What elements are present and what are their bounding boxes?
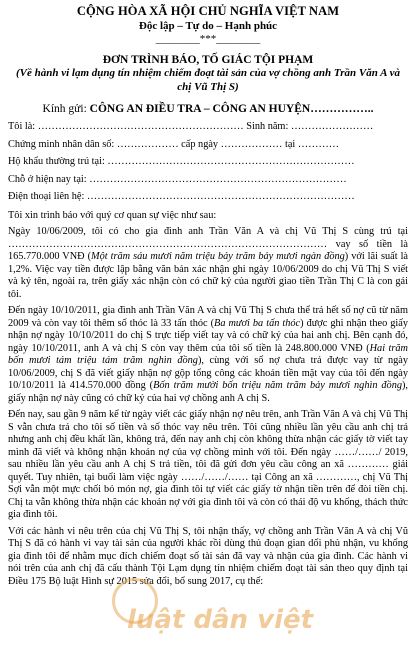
document-title: ĐƠN TRÌNH BÁO, TỐ GIÁC TỘI PHẠM bbox=[102, 54, 314, 66]
document-body bbox=[0, 121, 416, 588]
field-phone: Điện thoại liên hệ: …………………………………………………………………… bbox=[8, 191, 355, 202]
intro-text: Tôi xin trình báo với quý cơ quan sự việc như sau: bbox=[8, 209, 217, 221]
field-id: Chứng minh nhân dân số: ……………… cấp ngày ……………… tại ………… bbox=[8, 138, 340, 150]
paragraph-1: Ngày 10/06/2009, tôi có cho gia đình anh Trần Văn A và chị Vũ Thị S cùng trú tại ………………………………………………………………………………… vay số tiền là 165.770.000 VNĐ (Một trăm sáu mươi năm triệu bảy trăm bảy mươi ngàn đồng) với lãi suất là 1,2%. Việc vay tiền được lập bằng văn bản xác nhận ghi ngày 10/06/2009 do chị Vũ Thị S viết và ký tên, ngoài ra, trên giấy xác nhận còn có chữ ký của người giao tiền Trần Thị C là con gái tôi. bbox=[8, 226, 408, 300]
national-title: CỘNG HÒA XÃ HỘI CHỦ NGHĨA VIỆT NAM bbox=[76, 4, 340, 18]
recipient-label: Kính gửi: bbox=[42, 103, 90, 115]
header-separator: ________***________ bbox=[155, 33, 261, 45]
field-residence: Hộ khẩu thường trú tại: ……………………………………………………………… bbox=[8, 156, 355, 167]
document-subtitle: (Về hành vi lạm dụng tín nhiệm chiếm đoạt tài sản của vợ chồng anh Trần Văn A và chị Vũ Thị S) bbox=[15, 67, 401, 93]
recipient-line bbox=[0, 102, 416, 116]
watermark: luật dân việt bbox=[126, 605, 314, 635]
national-motto: Độc lập – Tự do – Hạnh phúc bbox=[138, 20, 278, 32]
paragraph-3: Đến nay, sau gần 9 năm kể từ ngày viết các giấy nhận nợ nêu trên, anh Trần Văn A và chị Vũ Thị S vẫn chưa trả cho tôi số tiền và số thóc vay nêu trên. Tôi cũng nhiều lần yêu cầu anh chị trả nhưng anh chị đều khất lần, không trả, đến nay anh chị còn không thừa nhận các giấy tờ viết tay mình đã viết và không nhận khoản nợ của vợ chồng mình với tôi. Đến ngày ……/……/ 2019, sau nhiều lần yêu cầu anh A chị S trả tiền, tôi đã gửi đơn yêu cầu công an xã ………… giải quyết. Tuy nhiên, tại buổi làm việc ngày ……/……/…… tại Công an xã …………, chị Vũ Thị Sợi vẫn một mực chối bỏ món nợ, gia đình tôi tự viết các giấy tờ nhận tiền trên để đòi tiền chị. Chị ta vẫn không thừa nhận các khoản nợ với gia đình tôi và còn có thái độ vu khống, thách thức gia đình tôi. bbox=[8, 409, 408, 520]
field-current-address: Chỗ ở hiện nay tại: ………………………………………………………………… bbox=[8, 173, 347, 185]
paragraph-2: Đến ngày 10/10/2011, gia đình anh Trần Văn A và chị Vũ Thị S chưa thể trả hết số nợ cũ từ năm 2009 và còn vay tôi thêm số thóc là 33 tấn thóc (Ba mươi ba tấn thóc) được ghi nhận theo giấy nhận nợ ngày 10/10/2011 do chị S trực tiếp viết tay và có chữ ký của hai anh chị. Bên cạnh đó, ngày 10/10/2011, anh A và chị S còn vay thêm của tôi số tiền là 248.800.000 VNĐ (Hai trăm bốn mươi tám triệu tám trăm nghìn đồng), cùng với số nợ chưa trả được vay từ ngày 10/06/2009, chị S đã viết giấy nhận nợ gộp tổng công các khoản tiền mặt vay của tôi đến ngày 10/10/2011 là 414.570.000 đồng (Bốn trăm mười bốn triệu năm trăm bảy mươi nghìn đồng), giấy nhận nợ này cũng có chữ ký của hai vợ chồng anh A chị S. bbox=[8, 305, 409, 404]
paragraph-4: Với các hành vi nêu trên của chị Vũ Thị S, tôi nhận thấy, vợ chồng anh Trần Văn A và chị Vũ Thị S đã có hành vi vay tài sản của người khác rồi dùng thủ đoạn gian dối phủ nhận, vu khống gia đình tôi để nhằm mục đích chiếm đoạt số tài sản đã vay và nhận của gia đình. Các hành vi nói trên của anh chị đã cấu thành Tội Lạm dụng tín nhiệm chiếm đoạt tài sản theo quy định tại Điều 175 Bộ luật Hình sự 2015 sửa đổi, bổ sung 2017, cụ thể: bbox=[8, 525, 408, 587]
recipient-name: CÔNG AN ĐIỀU TRA – CÔNG AN HUYỆN…………….. bbox=[89, 103, 374, 115]
field-name: Tôi là: …………………………………………………… Sinh năm: …………………… bbox=[8, 121, 374, 132]
